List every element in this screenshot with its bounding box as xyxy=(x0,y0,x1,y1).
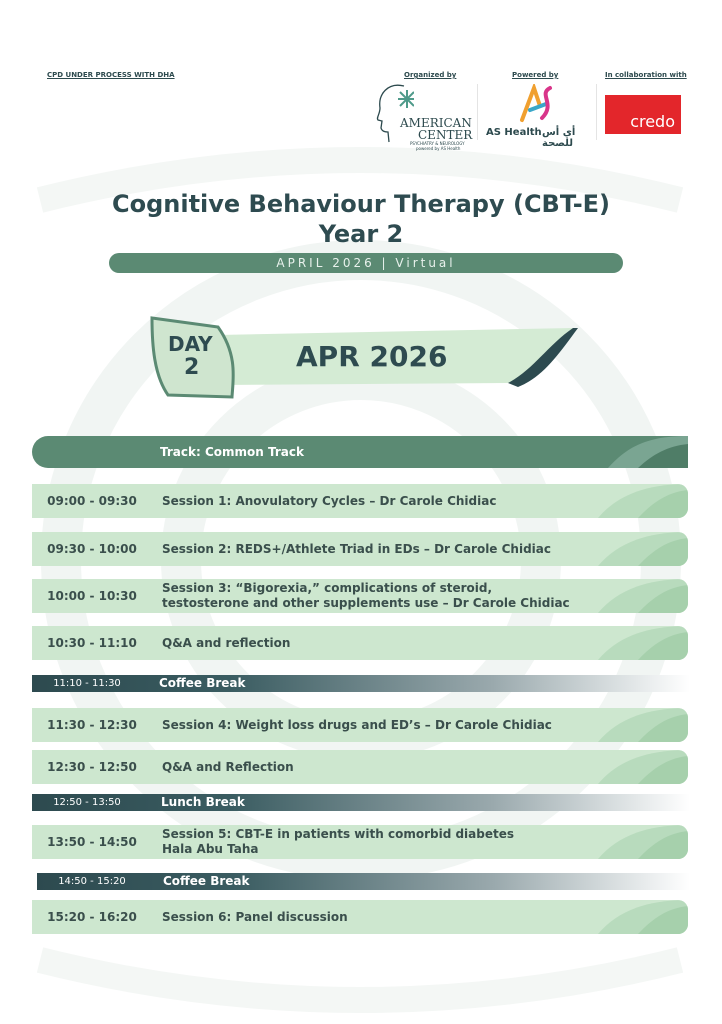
row-deco xyxy=(568,825,688,859)
session-title: Q&A and Reflection xyxy=(162,760,294,774)
powered-by-label: Powered by xyxy=(512,71,559,79)
organized-by-label: Organized by xyxy=(404,71,457,79)
session-time: 09:30 - 10:00 xyxy=(47,542,137,556)
session-time: 15:20 - 16:20 xyxy=(47,910,137,924)
session-row xyxy=(32,579,688,613)
as-health-text: AS Health xyxy=(486,127,542,138)
session-title: Session 1: Anovulatory Cycles – Dr Carole Chidiac xyxy=(162,494,497,508)
session-title: Session 3: “Bigorexia,” complications of steroid, xyxy=(162,581,493,595)
row-deco xyxy=(568,579,688,613)
session-row xyxy=(32,750,688,784)
event-date-bar: APRIL 2026 | Virtual xyxy=(109,253,623,273)
session-row xyxy=(32,900,688,934)
cpd-note: CPD UNDER PROCESS WITH DHA xyxy=(47,71,175,79)
session-title: Session 2: REDS+/Athlete Triad in EDs – Dr Carole Chidiac xyxy=(162,542,552,556)
session-title: Session 6: Panel discussion xyxy=(162,910,348,924)
row-deco xyxy=(568,750,688,784)
session-row xyxy=(32,708,688,742)
session-time: 10:30 - 11:10 xyxy=(47,636,137,650)
org-logo-line4: powered by AS Health xyxy=(416,146,461,151)
as-health-logo xyxy=(484,82,590,149)
session-speaker: Hala Abu Taha xyxy=(162,842,259,856)
logo-divider xyxy=(477,84,478,140)
collaboration-label: In collaboration with xyxy=(605,71,687,79)
row-deco xyxy=(568,900,688,934)
row-deco xyxy=(568,484,688,518)
credo-logo-text: credo xyxy=(630,112,675,131)
session-time: 12:30 - 12:50 xyxy=(47,760,137,774)
org-logo-line2: CENTER xyxy=(418,128,473,142)
break-label: Coffee Break xyxy=(159,676,246,690)
row-deco xyxy=(568,626,688,660)
event-subtitle: Year 2 xyxy=(318,220,404,248)
session-row xyxy=(32,825,688,859)
org-logo-line1: AMERICAN xyxy=(400,116,472,130)
day-label: DAY xyxy=(168,332,213,356)
break-label: Lunch Break xyxy=(161,795,245,809)
break-row xyxy=(37,873,690,890)
org-logo-line3: PSYCHIATRY & NEUROLOGY xyxy=(410,141,465,146)
american-center-logo xyxy=(374,80,474,150)
session-title: Q&A and reflection xyxy=(162,636,291,650)
credo-logo xyxy=(605,95,681,134)
track-label: Track: Common Track xyxy=(160,445,304,459)
logo-divider xyxy=(596,84,597,140)
track-deco xyxy=(568,436,688,468)
session-time: 11:30 - 12:30 xyxy=(47,718,137,732)
session-time: 09:00 - 09:30 xyxy=(47,494,137,508)
break-time: 14:50 - 15:20 xyxy=(58,876,126,887)
head-profile-icon xyxy=(374,80,414,146)
break-time: 12:50 - 13:50 xyxy=(53,797,121,808)
day-number: 2 xyxy=(184,355,200,380)
day-banner xyxy=(148,315,578,400)
as-health-arabic: أي أس للصحة xyxy=(542,127,576,149)
break-time: 11:10 - 11:30 xyxy=(53,678,121,689)
as-health-mark-icon xyxy=(516,84,558,124)
event-title: Cognitive Behaviour Therapy (CBT-E) xyxy=(111,190,611,218)
session-title: Session 5: CBT-E in patients with comorbid diabetes xyxy=(162,827,515,841)
day-date: APR 2026 xyxy=(296,340,448,373)
session-row xyxy=(32,532,688,566)
break-row xyxy=(32,675,690,692)
break-row xyxy=(32,794,690,811)
session-title: Session 4: Weight loss drugs and ED’s – Dr Carole Chidiac xyxy=(162,718,552,732)
session-title-line2: testosterone and other supplements use – Dr Carole Chidiac xyxy=(162,596,570,610)
track-bar xyxy=(32,436,688,468)
session-time: 13:50 - 14:50 xyxy=(47,835,137,849)
session-time: 10:00 - 10:30 xyxy=(47,589,137,603)
session-row xyxy=(32,484,688,518)
session-row xyxy=(32,626,688,660)
break-label: Coffee Break xyxy=(163,874,250,888)
row-deco xyxy=(568,708,688,742)
row-deco xyxy=(568,532,688,566)
